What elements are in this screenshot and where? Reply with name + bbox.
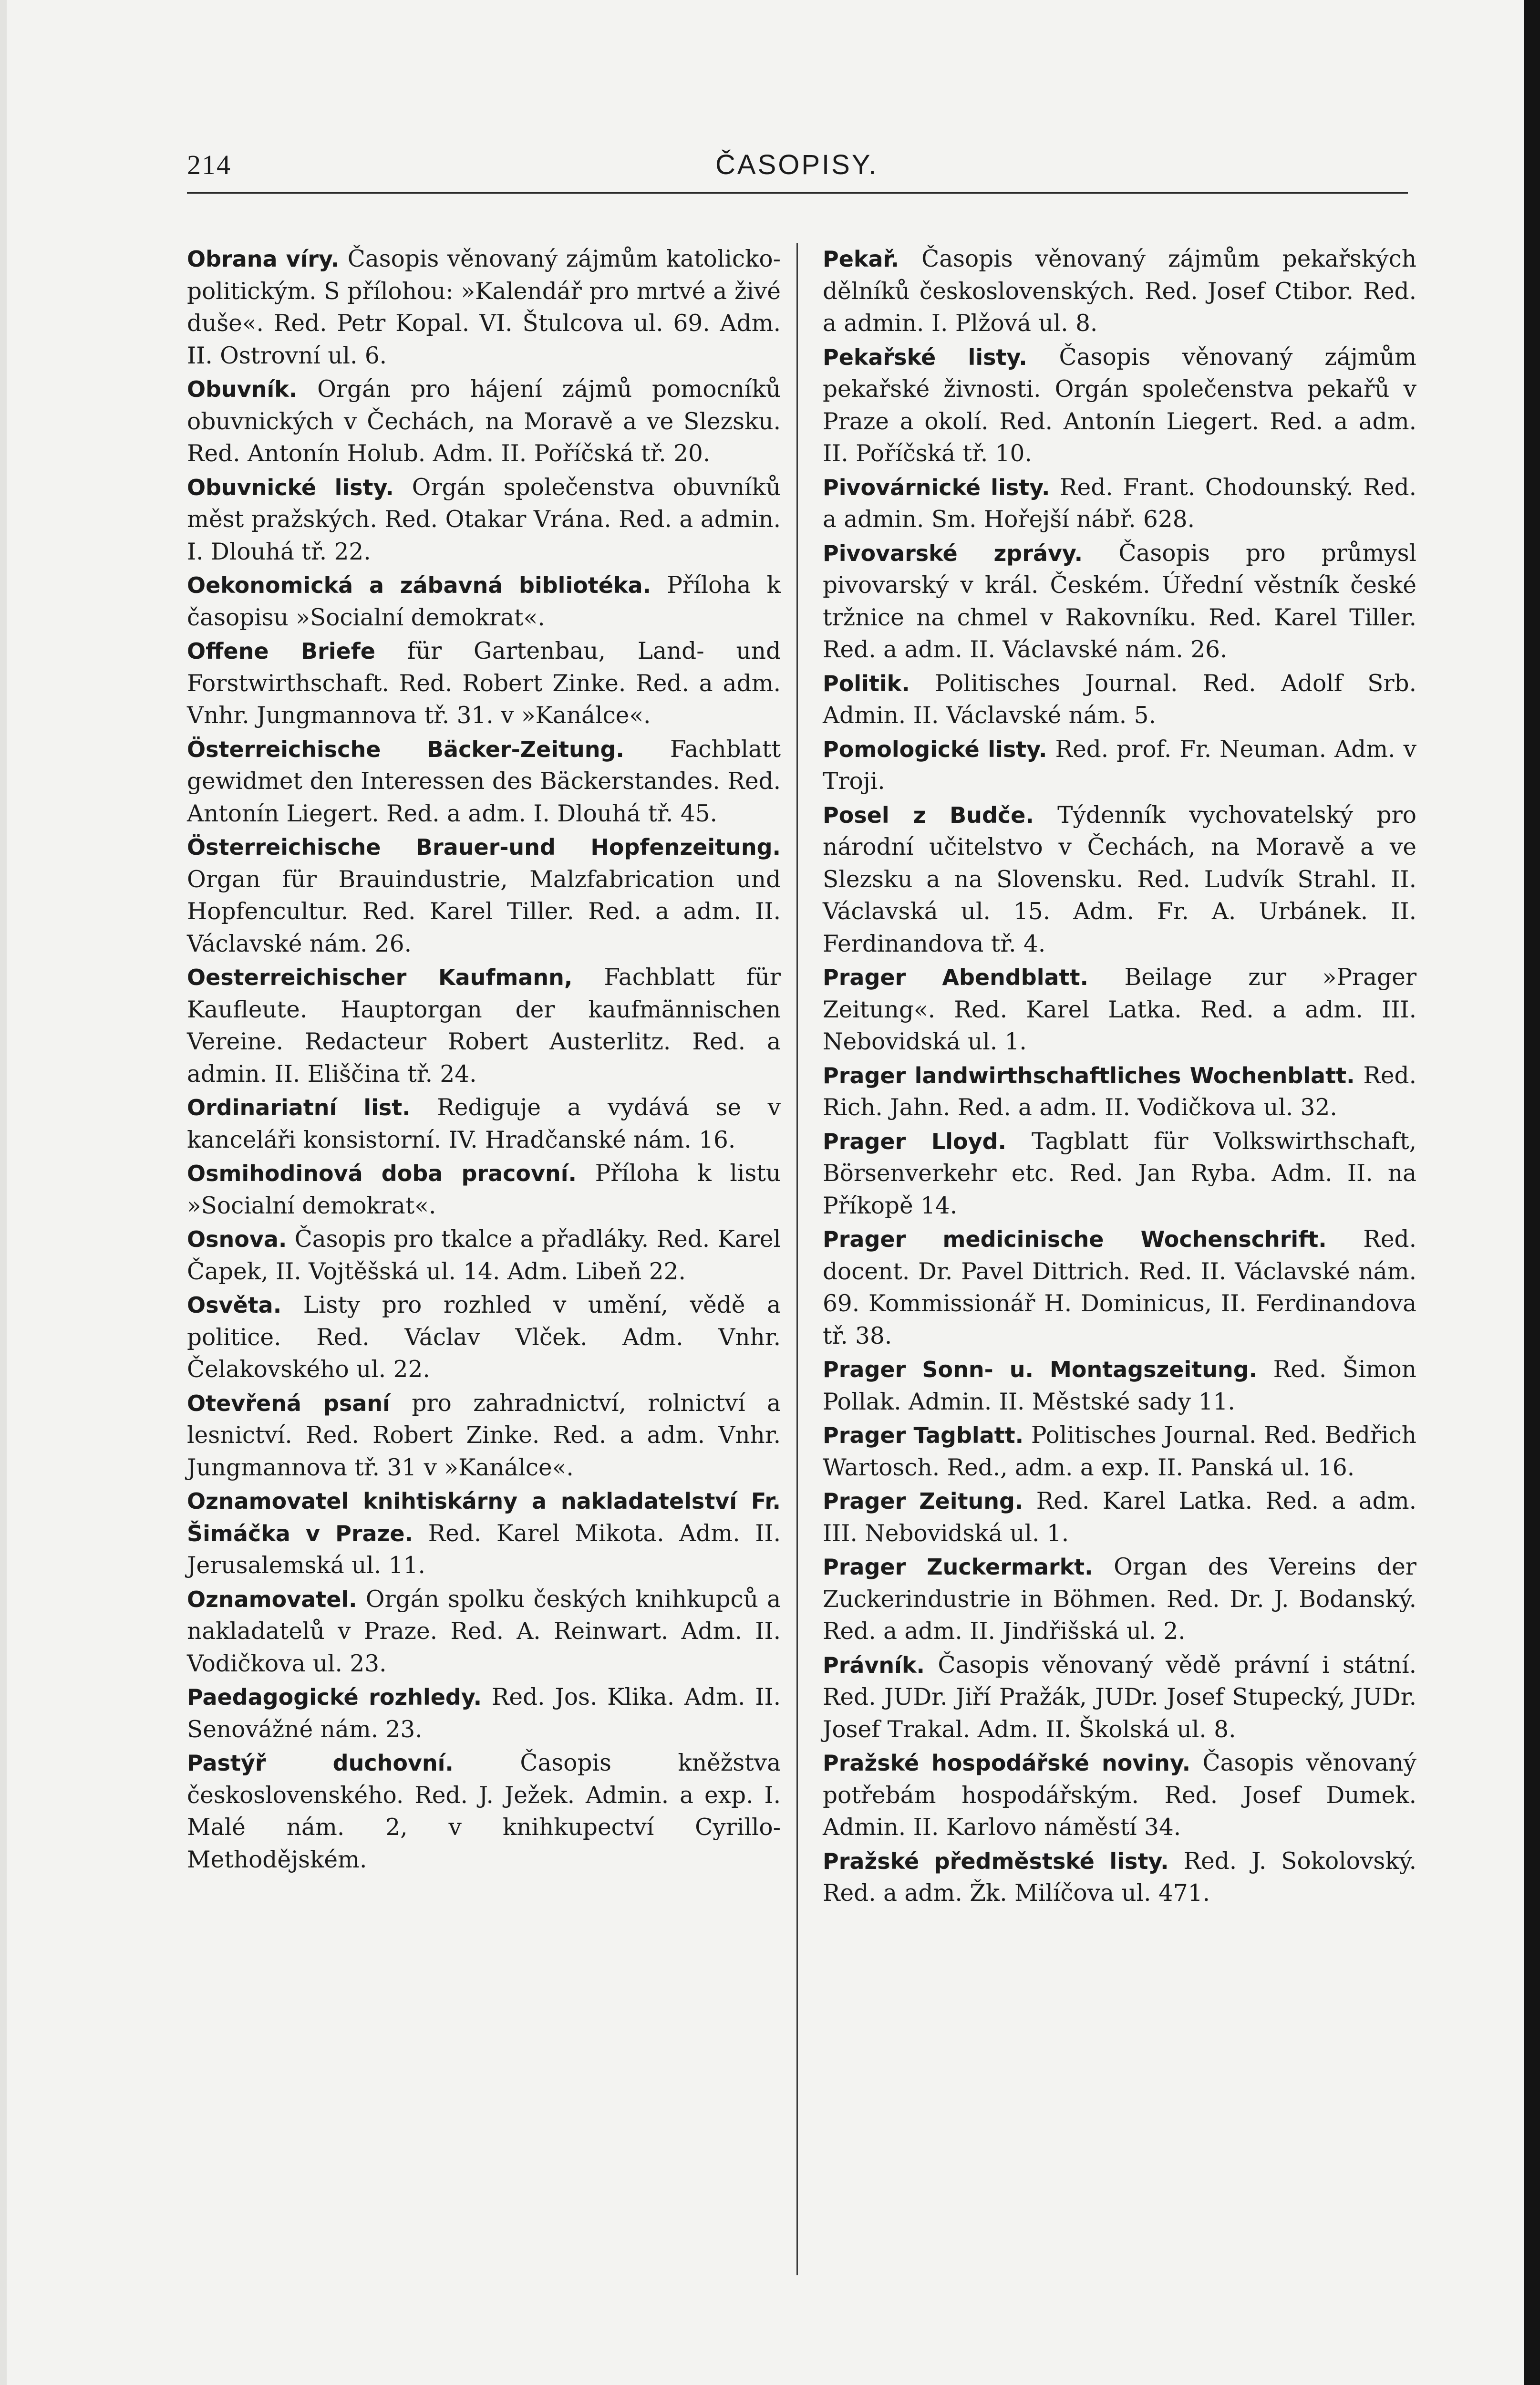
entry-headword: Prager Sonn- u. Montagszeitung. — [823, 1357, 1258, 1382]
entry-description: Tagblatt für Volkswirthschaft, Börsenverkehr etc. Red. Jan Ryba. Adm. II. na Příkopě 14. — [823, 1128, 1416, 1219]
entry-description: Orgán spolku českých knihkupců a nakladatelů v Praze. Red. A. Reinwart. Adm. II. Vodičkova ul. 23. — [187, 1586, 781, 1677]
directory-entry — [187, 962, 781, 1090]
directory-entry — [823, 1354, 1416, 1418]
entry-headword: Pražské hospodářské noviny. — [823, 1750, 1191, 1776]
entry-headword: Österreichische Bäcker-Zeitung. — [187, 736, 624, 762]
entry-headword: Prager medicinische Wochenschrift. — [823, 1226, 1327, 1252]
directory-entry — [823, 1224, 1416, 1352]
entry-description: Časopis věnovaný zájmům pekařských dělníků československých. Red. Josef Ctibor. Red. a admin. I. Plžová ul. 8. — [823, 246, 1416, 337]
entry-description: Red. Jos. Klika. Adm. II. Senovážné nám. 23. — [187, 1684, 781, 1743]
directory-entry — [823, 1846, 1416, 1910]
directory-entry — [823, 243, 1416, 340]
entry-headword: Pekař. — [823, 246, 899, 272]
directory-entry — [187, 472, 781, 569]
entry-description: Organ für Brauindustrie, Malzfabrication und Hopfencultur. Red. Karel Tiller. Red. a adm. II. Václavské nám. 26. — [187, 866, 781, 957]
entry-description: Red. Karel Latka. Red. a adm. III. Nebovidská ul. 1. — [823, 1488, 1416, 1547]
entry-headword: Pekařské listy. — [823, 344, 1027, 370]
entry-headword: Osvěta. — [187, 1292, 282, 1318]
entry-description: Časopis věnovaný zájmům katolicko-politickým. S přílohou: »Kalendář pro mrtvé a živé duše«. Red. Petr Kopal. VI. Štulcova ul. 69. Adm. II. Ostrovní ul. 6. — [187, 246, 781, 369]
entry-headword: Pastýř duchovní. — [187, 1750, 454, 1776]
entry-description: Red. Frant. Chodounský. Red. a admin. Sm. Hořejší nábř. 628. — [823, 474, 1416, 533]
directory-entry — [823, 1649, 1416, 1746]
entry-description: Orgán pro hájení zájmů pomocníků obuvnických v Čechách, na Moravě a ve Slezsku. Red. Antonín Holub. Adm. II. Poříčská tř. 20. — [187, 376, 781, 467]
directory-entry — [823, 1420, 1416, 1484]
entry-headword: Prager Tagblatt. — [823, 1422, 1024, 1448]
directory-entry — [187, 734, 781, 830]
entry-headword: Obrana víry. — [187, 246, 340, 272]
directory-entry — [823, 1747, 1416, 1844]
directory-entry — [823, 962, 1416, 1058]
directory-entry — [187, 831, 781, 960]
entry-headword: Osnova. — [187, 1226, 287, 1252]
directory-entry — [187, 373, 781, 470]
entry-description: Časopis kněžstva československého. Red. J. Ježek. Admin. a exp. I. Malé nám. 2, v knihkupectví Cyrillo-Methodějském. — [187, 1750, 781, 1873]
directory-entry — [187, 635, 781, 732]
directory-entry — [823, 1485, 1416, 1550]
entry-headword: Ordinariatní list. — [187, 1095, 411, 1120]
entry-headword: Oznamovatel. — [187, 1586, 357, 1612]
entry-description: pro zahradnictví, rolnictví a lesnictví. Red. Robert Zinke. Red. a adm. Vnhr. Jungmannova tř. 31 v »Kanálce«. — [187, 1390, 781, 1481]
entry-headword: Otevřená psaní — [187, 1390, 390, 1416]
entry-description: Organ des Vereins der Zuckerindustrie in Böhmen. Red. Dr. J. Bodanský. Red. a adm. II. Jindřišská ul. 2. — [823, 1554, 1416, 1645]
entry-description: Beilage zur »Prager Zeitung«. Red. Karel Latka. Red. a adm. III. Nebovidská ul. 1. — [823, 964, 1417, 1055]
directory-entry — [823, 1551, 1416, 1648]
entry-description: Politisches Journal. Red. Bedřich Wartosch. Red., adm. a exp. II. Panská ul. 16. — [823, 1422, 1417, 1481]
entry-description: Časopis věnovaný vědě právní i státní. Red. JUDr. Jiří Pražák, JUDr. Josef Stupecký, JUDr. Josef Trakal. Adm. II. Školská ul. 8. — [823, 1651, 1416, 1743]
directory-entry — [823, 1126, 1416, 1223]
directory-entry — [823, 472, 1416, 536]
entry-description: Red. docent. Dr. Pavel Dittrich. Red. II. Václavské nám. 69. Kommissionář H. Dominicus, II. Ferdinandova tř. 38. — [823, 1226, 1416, 1349]
entry-description: Fachblatt für Kaufleute. Hauptorgan der kaufmännischen Vereine. Redacteur Robert Austerlitz. Red. a admin. II. Eliščina tř. 24. — [187, 964, 781, 1088]
directory-entry — [187, 1158, 781, 1222]
entry-description: Týdenník vychovatelský pro národní učitelstvo v Čechách, na Moravě a ve Slezsku a na Slovensku. Red. Ludvík Strahl. II. Václavská ul. 15. Adm. Fr. A. Urbánek. II. Ferdinandova tř. 4. — [823, 801, 1416, 957]
directory-entry — [823, 734, 1416, 798]
directory-entry — [823, 538, 1416, 666]
entry-headword: Prager Zuckermarkt. — [823, 1554, 1093, 1580]
entry-headword: Pražské předměstské listy. — [823, 1848, 1169, 1874]
directory-entry — [823, 342, 1416, 470]
directory-entry — [823, 799, 1416, 961]
directory-entry — [823, 1060, 1416, 1124]
entry-description: für Gartenbau, Land- und Forstwirthschaft. Red. Robert Zinke. Red. a adm. Vnhr. Jungmannova tř. 31. v »Kanálce«. — [187, 638, 781, 729]
entry-headword: Österreichische Brauer-und Hopfenzeitung. — [187, 834, 781, 860]
directory-entry — [187, 1485, 781, 1582]
right-column — [823, 243, 1416, 1911]
entry-headword: Obuvnické listy. — [187, 474, 394, 500]
directory-entry — [187, 1681, 781, 1746]
directory-entry — [187, 1584, 781, 1680]
entry-headword: Pomologické listy. — [823, 736, 1047, 762]
entry-headword: Osmihodinová doba pracovní. — [187, 1161, 577, 1186]
page-header — [187, 143, 1408, 191]
left-column — [187, 243, 781, 1877]
entry-headword: Oznamovatel knihtiskárny a nakladatelství Fr. Šimáčka v Praze. — [187, 1488, 781, 1546]
entry-headword: Prager Zeitung. — [823, 1488, 1023, 1514]
entry-description: Red. J. Sokolovský. Red. a adm. Žk. Milíčova ul. 471. — [823, 1847, 1416, 1907]
entry-description: Časopis pro průmysl pivovarský v král. Českém. Úřední věstník české tržnice na chmel v Rakovníku. Red. Karel Tiller. Red. a adm. II. Václavské nám. 26. — [823, 539, 1417, 663]
entry-headword: Pivovarské zprávy. — [823, 540, 1083, 566]
entry-description: Příloha k listu »Socialní demokrat«. — [187, 1160, 781, 1219]
entry-description: Časopis pro tkalce a přadláky. Red. Karel Čapek, II. Vojtěšská ul. 14. Adm. Libeň 22. — [187, 1226, 781, 1285]
entry-headword: Offene Briefe — [187, 638, 375, 664]
entry-description: Red. Rich. Jahn. Red. a adm. II. Vodičkova ul. 32. — [823, 1062, 1417, 1121]
entry-headword: Prager Lloyd. — [823, 1128, 1006, 1154]
entry-description: Časopis věnovaný zájmům pekařské živnosti. Orgán společenstva pekařů v Praze a okolí. Red. Antonín Liegert. Red. a adm. II. Poříčská tř. 10. — [823, 343, 1416, 467]
entry-headword: Obuvník. — [187, 376, 298, 402]
running-title: ČASOPISY. — [715, 149, 879, 180]
header-rule — [187, 192, 1408, 194]
page-left-edge — [0, 0, 7, 2385]
entry-description: Politisches Journal. Red. Adolf Srb. Admin. II. Václavské nám. 5. — [823, 670, 1416, 729]
column-divider — [796, 243, 798, 2275]
entry-description: Red. prof. Fr. Neuman. Adm. v Troji. — [823, 736, 1416, 795]
entry-headword: Prager landwirthschaftliches Wochenblatt. — [823, 1062, 1355, 1089]
entry-description: Orgán společenstva obuvníků měst pražských. Red. Otakar Vrána. Red. a admin. I. Dlouhá tř. 22. — [187, 474, 781, 565]
entry-headword: Paedagogické rozhledy. — [187, 1684, 482, 1710]
entry-headword: Politik. — [823, 670, 910, 696]
directory-entry — [187, 1747, 781, 1876]
directory-entry — [187, 1289, 781, 1386]
entry-headword: Prager Abendblatt. — [823, 964, 1088, 990]
directory-entry — [187, 570, 781, 634]
entry-description: Listy pro rozhled v umění, vědě a politice. Red. Václav Vlček. Adm. Vnhr. Čelakovského ul. 22. — [187, 1292, 781, 1383]
entry-headword: Právník. — [823, 1652, 925, 1678]
entry-description: Fachblatt gewidmet den Interessen des Bäckerstandes. Red. Antonín Liegert. Red. a adm. I. Dlouhá tř. 45. — [187, 736, 781, 827]
entry-headword: Oekonomická a zábavná bibliotéka. — [187, 572, 651, 598]
directory-entry — [823, 668, 1416, 732]
page-binding-edge — [1524, 0, 1540, 2385]
entry-description: Rediguje a vydává se v kanceláři konsistorní. IV. Hradčanské nám. 16. — [187, 1094, 781, 1153]
entry-description: Red. Karel Mikota. Adm. II. Jerusalemská ul. 11. — [187, 1520, 781, 1579]
directory-entry — [187, 1092, 781, 1156]
entry-headword: Posel z Budče. — [823, 802, 1034, 828]
directory-entry — [187, 1388, 781, 1484]
entry-headword: Pivovárnické listy. — [823, 474, 1050, 500]
entry-description: Příloha k časopisu »Socialní demokrat«. — [187, 572, 781, 631]
page-number: 214 — [187, 149, 231, 180]
directory-entry — [187, 243, 781, 372]
entry-headword: Oesterreichischer Kaufmann, — [187, 964, 573, 990]
entry-description: Red. Šimon Pollak. Admin. II. Městské sady 11. — [823, 1356, 1416, 1415]
entry-description: Časopis věnovaný potřebám hospodářským. Red. Josef Dumek. Admin. II. Karlovo náměstí 34. — [823, 1750, 1416, 1841]
directory-entry — [187, 1224, 781, 1288]
